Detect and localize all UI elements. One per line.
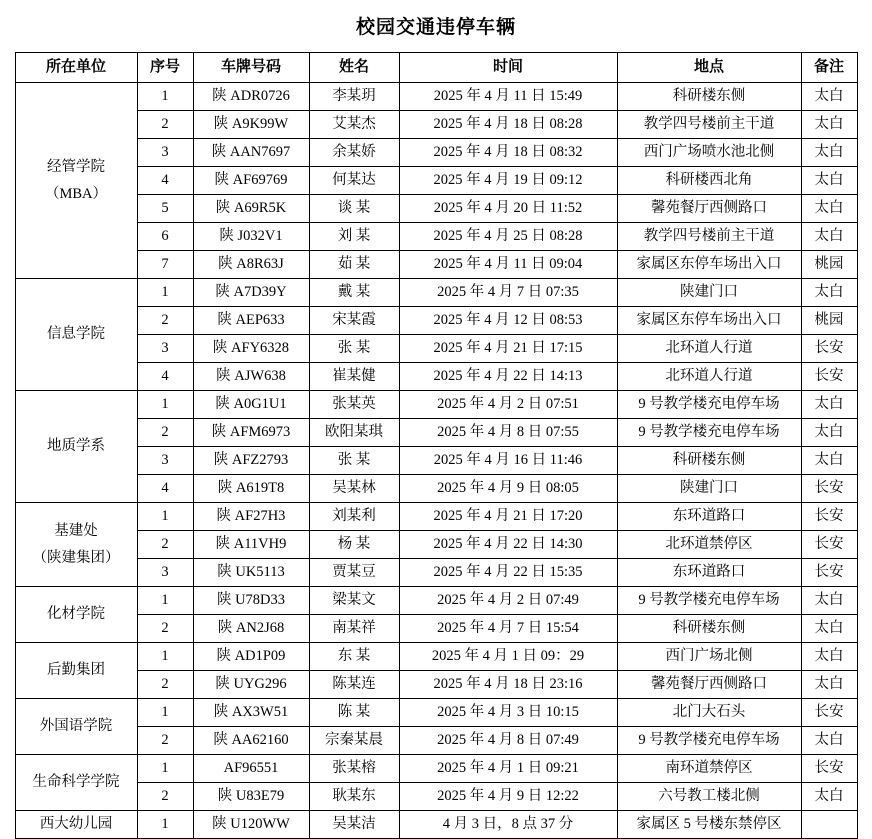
- cell-name: 张 某: [309, 335, 399, 363]
- cell-note: 长安: [801, 503, 857, 531]
- cell-time: 2025 年 4 月 18 日 23:16: [399, 671, 617, 699]
- cell-plate: 陕 AFY6328: [193, 335, 309, 363]
- cell-note: 太白: [801, 783, 857, 811]
- cell-name: 贾某豆: [309, 559, 399, 587]
- cell-note: 长安: [801, 475, 857, 503]
- cell-seq: 2: [137, 111, 193, 139]
- column-header-name: 姓名: [309, 53, 399, 83]
- cell-plate: 陕 AD1P09: [193, 643, 309, 671]
- cell-plate: 陕 U78D33: [193, 587, 309, 615]
- cell-seq: 5: [137, 195, 193, 223]
- cell-place: 六号教工楼北侧: [617, 783, 801, 811]
- cell-plate: 陕 A11VH9: [193, 531, 309, 559]
- cell-seq: 1: [137, 503, 193, 531]
- cell-place: 教学四号楼前主干道: [617, 223, 801, 251]
- cell-time: 2025 年 4 月 1 日 09：29: [399, 643, 617, 671]
- cell-plate: 陕 UYG296: [193, 671, 309, 699]
- cell-seq: 1: [137, 811, 193, 839]
- cell-place: 科研楼东侧: [617, 447, 801, 475]
- table-row: [15, 391, 857, 419]
- cell-time: 2025 年 4 月 18 日 08:32: [399, 139, 617, 167]
- cell-name: 宋某霞: [309, 307, 399, 335]
- cell-time: 2025 年 4 月 7 日 07:35: [399, 279, 617, 307]
- cell-name: 余某娇: [309, 139, 399, 167]
- cell-seq: 1: [137, 699, 193, 727]
- cell-note: 长安: [801, 531, 857, 559]
- cell-plate: 陕 A0G1U1: [193, 391, 309, 419]
- cell-seq: 2: [137, 671, 193, 699]
- cell-time: 2025 年 4 月 1 日 09:21: [399, 755, 617, 783]
- cell-plate: 陕 AF69769: [193, 167, 309, 195]
- cell-seq: 1: [137, 279, 193, 307]
- unit-name-line1: 生命科学学院: [32, 774, 120, 790]
- cell-time: 2025 年 4 月 8 日 07:49: [399, 727, 617, 755]
- cell-time: 2025 年 4 月 2 日 07:49: [399, 587, 617, 615]
- unit-name-line2: （MBA）: [44, 185, 108, 202]
- cell-note: 太白: [801, 139, 857, 167]
- cell-plate: 陕 AA62160: [193, 727, 309, 755]
- cell-name: 张 某: [309, 447, 399, 475]
- column-header-time: 时间: [399, 53, 617, 83]
- cell-name: 茹 某: [309, 251, 399, 279]
- cell-place: 科研楼东侧: [617, 83, 801, 111]
- table-row: [15, 447, 857, 475]
- cell-note: 太白: [801, 643, 857, 671]
- cell-time: 2025 年 4 月 9 日 12:22: [399, 783, 617, 811]
- cell-seq: 3: [137, 447, 193, 475]
- cell-note: 太白: [801, 111, 857, 139]
- cell-place: 北环道禁停区: [617, 531, 801, 559]
- cell-seq: 2: [137, 615, 193, 643]
- cell-plate: 陕 AF27H3: [193, 503, 309, 531]
- cell-name: 欧阳某琪: [309, 419, 399, 447]
- unit-name-line1: 信息学院: [47, 326, 105, 342]
- unit-name-line1: 西大幼儿园: [39, 816, 113, 832]
- cell-place: 馨苑餐厅西侧路口: [617, 671, 801, 699]
- table-row: [15, 671, 857, 699]
- cell-unit: [15, 503, 137, 587]
- table-row: [15, 195, 857, 223]
- cell-place: 家属区东停车场出入口: [617, 307, 801, 335]
- table-row: [15, 363, 857, 391]
- cell-plate: 陕 A8R63J: [193, 251, 309, 279]
- cell-name: 谈 某: [309, 195, 399, 223]
- cell-name: 吴某林: [309, 475, 399, 503]
- cell-seq: 2: [137, 783, 193, 811]
- cell-plate: 陕 U120WW: [193, 811, 309, 839]
- cell-time: 2025 年 4 月 8 日 07:55: [399, 419, 617, 447]
- cell-time: 2025 年 4 月 2 日 07:51: [399, 391, 617, 419]
- cell-unit: [15, 755, 137, 811]
- cell-seq: 1: [137, 587, 193, 615]
- cell-note: 太白: [801, 83, 857, 111]
- violation-table: [15, 52, 858, 839]
- cell-note: 长安: [801, 559, 857, 587]
- cell-name: 刘 某: [309, 223, 399, 251]
- cell-place: 馨苑餐厅西侧路口: [617, 195, 801, 223]
- cell-time: 2025 年 4 月 12 日 08:53: [399, 307, 617, 335]
- cell-unit: [15, 83, 137, 279]
- cell-note: 太白: [801, 391, 857, 419]
- cell-time: 2025 年 4 月 3 日 10:15: [399, 699, 617, 727]
- cell-time: 2025 年 4 月 11 日 15:49: [399, 83, 617, 111]
- cell-seq: 2: [137, 419, 193, 447]
- cell-note: 太白: [801, 419, 857, 447]
- cell-seq: 2: [137, 727, 193, 755]
- cell-time: 2025 年 4 月 18 日 08:28: [399, 111, 617, 139]
- cell-seq: 4: [137, 363, 193, 391]
- unit-name-line2: （陕建集团）: [32, 549, 120, 566]
- cell-plate: 陕 A619T8: [193, 475, 309, 503]
- cell-plate: 陕 AJW638: [193, 363, 309, 391]
- cell-place: 北门大石头: [617, 699, 801, 727]
- cell-name: 艾某杰: [309, 111, 399, 139]
- cell-name: 东 某: [309, 643, 399, 671]
- cell-name: 杨 某: [309, 531, 399, 559]
- table-row: [15, 503, 857, 531]
- table-header: [15, 53, 857, 83]
- cell-place: 9 号教学楼充电停车场: [617, 587, 801, 615]
- cell-note: 太白: [801, 195, 857, 223]
- cell-place: 教学四号楼前主干道: [617, 111, 801, 139]
- table-row: [15, 335, 857, 363]
- table-body: [15, 83, 857, 839]
- table-row: [15, 167, 857, 195]
- cell-note: 太白: [801, 727, 857, 755]
- table-row: [15, 419, 857, 447]
- cell-time: 2025 年 4 月 16 日 11:46: [399, 447, 617, 475]
- cell-name: 李某玥: [309, 83, 399, 111]
- column-header-unit: 所在单位: [15, 53, 137, 83]
- cell-plate: 陕 AX3W51: [193, 699, 309, 727]
- cell-place: 西门广场北侧: [617, 643, 801, 671]
- cell-name: 戴 某: [309, 279, 399, 307]
- cell-seq: 4: [137, 475, 193, 503]
- cell-plate: AF96551: [193, 755, 309, 783]
- column-header-note: 备注: [801, 53, 857, 83]
- cell-note: 长安: [801, 335, 857, 363]
- cell-time: 2025 年 4 月 25 日 08:28: [399, 223, 617, 251]
- cell-seq: 1: [137, 755, 193, 783]
- cell-time: 2025 年 4 月 22 日 14:13: [399, 363, 617, 391]
- cell-note: 长安: [801, 699, 857, 727]
- cell-place: 科研楼西北角: [617, 167, 801, 195]
- cell-place: 9 号教学楼充电停车场: [617, 419, 801, 447]
- cell-place: 家属区 5 号楼东禁停区: [617, 811, 801, 839]
- cell-name: 何某达: [309, 167, 399, 195]
- column-header-plate: 车牌号码: [193, 53, 309, 83]
- cell-note: 太白: [801, 615, 857, 643]
- cell-name: 宗秦某晨: [309, 727, 399, 755]
- table-row: [15, 83, 857, 111]
- table-row: [15, 615, 857, 643]
- cell-name: 吴某洁: [309, 811, 399, 839]
- cell-name: 梁某文: [309, 587, 399, 615]
- cell-plate: 陕 A7D39Y: [193, 279, 309, 307]
- unit-name-line1: 地质学系: [47, 438, 105, 454]
- table-row: [15, 811, 857, 839]
- cell-unit: [15, 699, 137, 755]
- cell-plate: 陕 AEP633: [193, 307, 309, 335]
- cell-plate: 陕 UK5113: [193, 559, 309, 587]
- cell-plate: 陕 AAN7697: [193, 139, 309, 167]
- cell-name: 崔某健: [309, 363, 399, 391]
- table-row: [15, 643, 857, 671]
- cell-place: 西门广场喷水池北侧: [617, 139, 801, 167]
- cell-plate: 陕 U83E79: [193, 783, 309, 811]
- cell-plate: 陕 J032V1: [193, 223, 309, 251]
- cell-plate: 陕 ADR0726: [193, 83, 309, 111]
- cell-name: 南某祥: [309, 615, 399, 643]
- cell-note: 太白: [801, 587, 857, 615]
- cell-note: 桃园: [801, 307, 857, 335]
- cell-note: 太白: [801, 223, 857, 251]
- cell-time: 2025 年 4 月 22 日 15:35: [399, 559, 617, 587]
- cell-seq: 6: [137, 223, 193, 251]
- cell-place: 东环道路口: [617, 559, 801, 587]
- table-row: [15, 307, 857, 335]
- cell-seq: 1: [137, 643, 193, 671]
- cell-place: 9 号教学楼充电停车场: [617, 727, 801, 755]
- cell-unit: [15, 811, 137, 839]
- cell-unit: [15, 643, 137, 699]
- table-row: [15, 727, 857, 755]
- table-row: [15, 279, 857, 307]
- cell-seq: 3: [137, 559, 193, 587]
- cell-place: 陕建门口: [617, 279, 801, 307]
- table-row: [15, 139, 857, 167]
- cell-time: 2025 年 4 月 22 日 14:30: [399, 531, 617, 559]
- page-title: 校园交通违停车辆: [355, 17, 516, 38]
- unit-name-line1: 化材学院: [47, 606, 105, 622]
- cell-time: 4 月 3 日，8 点 37 分: [399, 811, 617, 839]
- cell-place: 东环道路口: [617, 503, 801, 531]
- cell-place: 北环道人行道: [617, 363, 801, 391]
- cell-plate: 陕 A9K99W: [193, 111, 309, 139]
- table-header-row: [15, 53, 857, 83]
- cell-name: 张某英: [309, 391, 399, 419]
- unit-name-line1: 经管学院: [47, 158, 105, 175]
- cell-unit: [15, 587, 137, 643]
- cell-place: 北环道人行道: [617, 335, 801, 363]
- cell-place: 南环道禁停区: [617, 755, 801, 783]
- cell-unit: [15, 279, 137, 391]
- table-row: [15, 699, 857, 727]
- cell-place: 9 号教学楼充电停车场: [617, 391, 801, 419]
- cell-seq: 3: [137, 139, 193, 167]
- cell-seq: 4: [137, 167, 193, 195]
- table-row: [15, 251, 857, 279]
- cell-plate: 陕 AN2J68: [193, 615, 309, 643]
- table-row: [15, 783, 857, 811]
- cell-note: 长安: [801, 755, 857, 783]
- cell-note: 桃园: [801, 251, 857, 279]
- cell-name: 陈某连: [309, 671, 399, 699]
- cell-seq: 1: [137, 391, 193, 419]
- cell-seq: 1: [137, 83, 193, 111]
- cell-plate: 陕 A69R5K: [193, 195, 309, 223]
- cell-seq: 3: [137, 335, 193, 363]
- cell-place: 家属区东停车场出入口: [617, 251, 801, 279]
- cell-name: 刘某利: [309, 503, 399, 531]
- cell-time: 2025 年 4 月 9 日 08:05: [399, 475, 617, 503]
- table-row: [15, 587, 857, 615]
- cell-note: 太白: [801, 167, 857, 195]
- cell-seq: 2: [137, 531, 193, 559]
- cell-name: 张某榕: [309, 755, 399, 783]
- cell-note: 太白: [801, 279, 857, 307]
- cell-time: 2025 年 4 月 21 日 17:20: [399, 503, 617, 531]
- unit-name-line1: 后勤集团: [47, 662, 105, 678]
- cell-name: 耿某东: [309, 783, 399, 811]
- cell-note: 太白: [801, 671, 857, 699]
- cell-time: 2025 年 4 月 11 日 09:04: [399, 251, 617, 279]
- cell-note: 长安: [801, 363, 857, 391]
- cell-time: 2025 年 4 月 19 日 09:12: [399, 167, 617, 195]
- column-header-place: 地点: [617, 53, 801, 83]
- column-header-seq: 序号: [137, 53, 193, 83]
- cell-place: 陕建门口: [617, 475, 801, 503]
- cell-time: 2025 年 4 月 7 日 15:54: [399, 615, 617, 643]
- table-row: [15, 755, 857, 783]
- cell-name: 陈 某: [309, 699, 399, 727]
- cell-seq: 7: [137, 251, 193, 279]
- cell-note: [801, 811, 857, 839]
- table-row: [15, 475, 857, 503]
- cell-place: 科研楼东侧: [617, 615, 801, 643]
- table-row: [15, 111, 857, 139]
- cell-plate: 陕 AFZ2793: [193, 447, 309, 475]
- cell-seq: 2: [137, 307, 193, 335]
- cell-plate: 陕 AFM6973: [193, 419, 309, 447]
- table-row: [15, 531, 857, 559]
- table-row: [15, 223, 857, 251]
- cell-time: 2025 年 4 月 21 日 17:15: [399, 335, 617, 363]
- cell-time: 2025 年 4 月 20 日 11:52: [399, 195, 617, 223]
- table-row: [15, 559, 857, 587]
- unit-name-line1: 基建处: [54, 522, 98, 539]
- unit-name-line1: 外国语学院: [39, 718, 113, 734]
- cell-unit: [15, 391, 137, 503]
- cell-note: 太白: [801, 447, 857, 475]
